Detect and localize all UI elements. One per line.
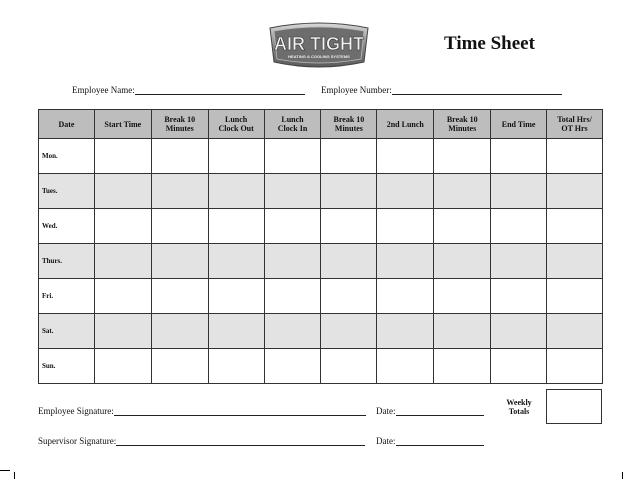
time-entry-cell[interactable] xyxy=(151,209,208,244)
day-label: Sat. xyxy=(39,314,95,349)
time-entry-cell[interactable] xyxy=(94,244,151,279)
day-label: Wed. xyxy=(39,209,95,244)
time-entry-cell[interactable] xyxy=(491,174,547,209)
time-entry-cell[interactable] xyxy=(434,349,491,384)
time-entry-cell[interactable] xyxy=(434,244,491,279)
weekly-label-line2: Totals xyxy=(508,407,530,416)
column-header-text: Break 10 xyxy=(333,115,365,124)
employee-number-label: Employee Number: xyxy=(321,85,392,95)
column-header-text: Minutes xyxy=(448,124,477,133)
time-entry-cell[interactable] xyxy=(151,244,208,279)
crop-mark-left xyxy=(0,470,10,471)
time-entry-cell[interactable] xyxy=(264,139,321,174)
time-entry-cell[interactable] xyxy=(151,279,208,314)
date-line-1[interactable] xyxy=(396,406,484,416)
column-header xyxy=(151,110,208,139)
employee-name-line[interactable] xyxy=(135,85,305,95)
supervisor-signature-label: Supervisor Signature: xyxy=(38,436,117,446)
day-row xyxy=(39,209,603,244)
time-entry-cell[interactable] xyxy=(491,139,547,174)
column-header xyxy=(94,110,151,139)
time-entry-cell[interactable] xyxy=(264,279,321,314)
time-entry-cell[interactable] xyxy=(377,209,434,244)
day-row xyxy=(39,314,603,349)
column-header-text: Lunch xyxy=(281,115,304,124)
time-entry-cell[interactable] xyxy=(321,349,377,384)
supervisor-signature-line[interactable] xyxy=(116,436,365,446)
day-label: Fri. xyxy=(39,279,95,314)
column-header-text: Lunch xyxy=(225,115,248,124)
supervisor-signature-field[interactable] xyxy=(38,436,365,446)
time-entry-cell[interactable] xyxy=(547,279,603,314)
employee-name-label: Employee Name: xyxy=(72,85,135,95)
employee-signature-field[interactable] xyxy=(38,406,366,416)
time-entry-cell[interactable] xyxy=(377,349,434,384)
time-entry-cell[interactable] xyxy=(491,209,547,244)
weekly-label-line1: Weekly xyxy=(506,398,532,407)
column-header-text: Clock In xyxy=(277,124,308,133)
column-header-text: 2nd Lunch xyxy=(386,119,424,129)
column-header-text: Start Time xyxy=(104,119,142,129)
column-header-text: Break 10 xyxy=(164,115,196,124)
employee-signature-label: Employee Signature: xyxy=(38,406,114,416)
time-entry-cell[interactable] xyxy=(208,314,264,349)
time-entry-cell[interactable] xyxy=(264,244,321,279)
time-entry-cell[interactable] xyxy=(434,139,491,174)
time-entry-cell[interactable] xyxy=(547,244,603,279)
day-row xyxy=(39,139,603,174)
table-header-row xyxy=(39,110,603,139)
column-header xyxy=(491,110,547,139)
day-label: Sun. xyxy=(39,349,95,384)
time-entry-cell[interactable] xyxy=(264,349,321,384)
time-entry-cell[interactable] xyxy=(434,209,491,244)
time-entry-cell[interactable] xyxy=(208,174,264,209)
crop-mark-right-tick xyxy=(622,472,623,479)
day-label: Tues. xyxy=(39,174,95,209)
time-entry-cell[interactable] xyxy=(377,174,434,209)
time-entry-cell[interactable] xyxy=(151,139,208,174)
day-row xyxy=(39,349,603,384)
column-header xyxy=(321,110,377,139)
time-entry-cell[interactable] xyxy=(377,139,434,174)
date-field-2[interactable] xyxy=(376,436,484,446)
employee-number-field[interactable] xyxy=(321,85,562,95)
time-entry-cell[interactable] xyxy=(321,174,377,209)
date-label-1: Date: xyxy=(376,406,396,416)
time-entry-cell[interactable] xyxy=(434,314,491,349)
weekly-totals-box[interactable] xyxy=(546,389,602,424)
time-entry-cell[interactable] xyxy=(208,209,264,244)
column-header-text: Minutes xyxy=(334,124,363,133)
time-entry-cell[interactable] xyxy=(94,139,151,174)
time-entry-cell[interactable] xyxy=(491,279,547,314)
column-header xyxy=(434,110,491,139)
time-entry-cell[interactable] xyxy=(151,349,208,384)
weekly-totals-label xyxy=(492,398,546,416)
date-field-1[interactable] xyxy=(376,406,484,416)
employee-signature-line[interactable] xyxy=(114,406,366,416)
time-entry-cell[interactable] xyxy=(94,209,151,244)
column-header-text: End Time xyxy=(501,119,536,129)
logo-subtext: HEATING & COOLING SYSTEMS xyxy=(288,54,350,59)
time-entry-cell[interactable] xyxy=(264,174,321,209)
column-header-text: Break 10 xyxy=(446,115,478,124)
time-entry-cell[interactable] xyxy=(547,314,603,349)
time-entry-cell[interactable] xyxy=(491,349,547,384)
time-entry-cell[interactable] xyxy=(208,349,264,384)
time-entry-cell[interactable] xyxy=(94,349,151,384)
employee-number-line[interactable] xyxy=(392,85,562,95)
day-label: Thurs. xyxy=(39,244,95,279)
column-header xyxy=(264,110,321,139)
column-header xyxy=(547,110,603,139)
time-entry-cell[interactable] xyxy=(547,174,603,209)
date-label-2: Date: xyxy=(376,436,396,446)
time-entry-cell[interactable] xyxy=(321,244,377,279)
time-entry-cell[interactable] xyxy=(94,279,151,314)
time-sheet-table xyxy=(38,109,603,384)
page-title: Time Sheet xyxy=(444,33,535,54)
time-entry-cell[interactable] xyxy=(151,174,208,209)
column-header-text: Total Hrs/ xyxy=(557,115,592,124)
time-entry-cell[interactable] xyxy=(208,244,264,279)
day-row xyxy=(39,174,603,209)
time-entry-cell[interactable] xyxy=(264,209,321,244)
time-entry-cell[interactable] xyxy=(321,209,377,244)
time-entry-cell[interactable] xyxy=(264,314,321,349)
time-entry-cell[interactable] xyxy=(491,244,547,279)
time-entry-cell[interactable] xyxy=(377,314,434,349)
time-entry-cell[interactable] xyxy=(547,209,603,244)
time-entry-cell[interactable] xyxy=(434,174,491,209)
column-header xyxy=(208,110,264,139)
day-label: Mon. xyxy=(39,139,95,174)
time-entry-cell[interactable] xyxy=(547,139,603,174)
column-header xyxy=(39,110,95,139)
column-header-text: Minutes xyxy=(165,124,194,133)
date-line-2[interactable] xyxy=(396,436,484,446)
logo-text: AIR TIGHT xyxy=(274,34,364,54)
crop-mark-left-tick xyxy=(14,472,15,479)
column-header-text: Date xyxy=(58,119,75,129)
employee-name-field[interactable] xyxy=(72,85,305,95)
time-entry-cell[interactable] xyxy=(377,279,434,314)
column-header-text: Clock Out xyxy=(218,124,254,133)
time-entry-cell[interactable] xyxy=(94,314,151,349)
time-entry-cell[interactable] xyxy=(151,314,208,349)
air-tight-logo xyxy=(264,22,374,70)
time-entry-cell[interactable] xyxy=(208,139,264,174)
day-row xyxy=(39,279,603,314)
column-header xyxy=(377,110,434,139)
time-entry-cell[interactable] xyxy=(321,279,377,314)
time-entry-cell[interactable] xyxy=(321,139,377,174)
day-row xyxy=(39,244,603,279)
column-header-text: OT Hrs xyxy=(561,124,588,133)
time-entry-cell[interactable] xyxy=(94,174,151,209)
time-entry-cell[interactable] xyxy=(321,314,377,349)
time-entry-cell[interactable] xyxy=(491,314,547,349)
time-entry-cell[interactable] xyxy=(434,279,491,314)
time-entry-cell[interactable] xyxy=(377,244,434,279)
time-entry-cell[interactable] xyxy=(547,349,603,384)
time-entry-cell[interactable] xyxy=(208,279,264,314)
